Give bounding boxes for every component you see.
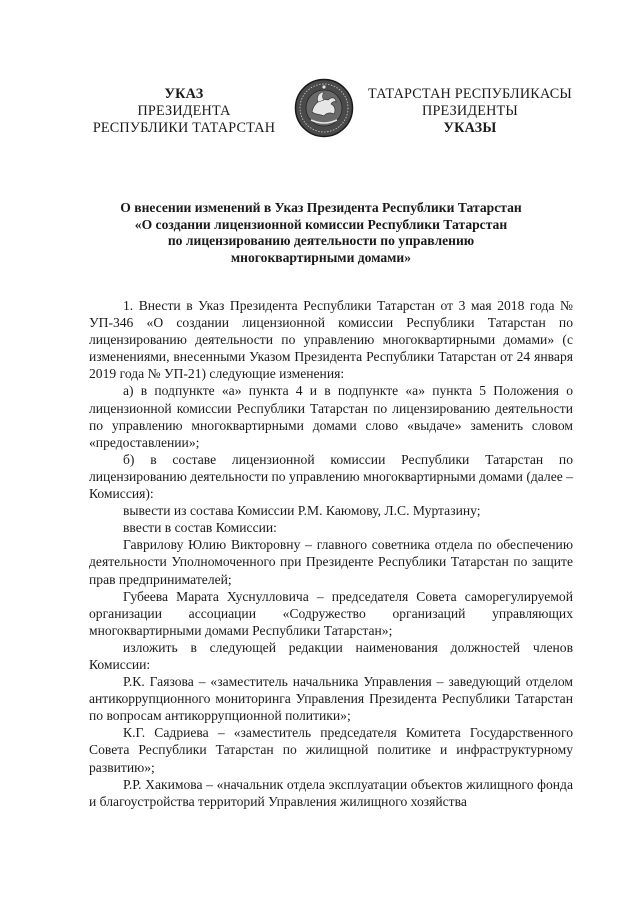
body-paragraph: Р.Р. Хакимова – «начальник отдела эксплуатации объектов жилищного фонда и благоустройства территорий Управления жилищного хозяйства — [89, 776, 573, 809]
header-right-line: ПРЕЗИДЕНТЫ — [422, 103, 518, 119]
header-russian — [84, 86, 284, 137]
body-paragraph: К.Г. Садриева – «заместитель председателя Комитета Государственного Совета Республики Татарстан по жилищной политике и инфраструктурному развитию»; — [89, 725, 573, 775]
header-left-line: УКАЗ — [164, 86, 204, 102]
body-paragraph: б) в составе лицензионной комиссии Республики Татарстан по лицензированию деятельности по управлению многоквартирными домами (далее – Комиссия): — [89, 451, 573, 502]
document-body — [89, 297, 573, 810]
title-line: по лицензированию деятельности по управлению — [167, 233, 475, 248]
title-line: О внесении изменений в Указ Президента Республики Татарстан — [120, 200, 522, 215]
header-left-line: ПРЕЗИДЕНТА — [137, 103, 231, 119]
title-line: «О создании лицензионной комиссии Республики Татарстан — [134, 216, 508, 232]
body-paragraph: ввести в состав Комиссии: — [123, 520, 277, 536]
body-paragraph: вывести из состава Комиссии Р.М. Каюмову, Л.С. Муртазину; — [123, 503, 481, 519]
body-paragraph: Р.К. Гаязова – «заместитель начальника Управления – заведующий отделом антикоррупционного мониторинга Управления Президента Республики Татарстан по вопросам антикоррупционной политики»; — [89, 674, 573, 724]
body-paragraph: а) в подпункте «а» пункта 4 и в подпункте «а» пункта 5 Положения о лицензионной комиссии Республики Татарстан по лицензированию деятельности по управлению многоквартирными домами слово «выдаче» заменить словом «предоставлении»; — [89, 383, 573, 450]
document-title — [90, 200, 552, 266]
header-right-line: УКАЗЫ — [443, 120, 497, 136]
body-paragraph: Губеева Марата Хуснулловича – председателя Совета саморегулируемой организации ассоциации «Содружество организаций управляющих многоквартирными домами Республики Татарстан»; — [89, 588, 573, 638]
header-right-line: ТАТАРСТАН РЕСПУБЛИКАСЫ — [368, 86, 572, 102]
header-left-line: РЕСПУБЛИКИ ТАТАРСТАН — [92, 120, 276, 136]
header-tatar — [358, 86, 582, 137]
body-paragraph: изложить в следующей редакции наименования должностей членов Комиссии: — [89, 639, 573, 672]
tatarstan-emblem-icon — [294, 78, 354, 138]
body-paragraph: Гаврилову Юлию Викторовну – главного советника отдела по обеспечению деятельности Уполномоченного при Президенте Республики Татарстан по защите прав предпринимателей; — [89, 537, 573, 587]
body-paragraph: 1. Внести в Указ Президента Республики Татарстан от 3 мая 2018 года № УП-346 «О создании лицензионной комиссии Республики Татарстан по лицензированию деятельности по управлению многоквартирными домами» (с изменениями, внесенными Указом Президента Республики Татарстан от 24 января 2019 года № УП-21) следующие изменения: — [89, 298, 573, 382]
title-line: многоквартирными домами» — [230, 249, 412, 265]
